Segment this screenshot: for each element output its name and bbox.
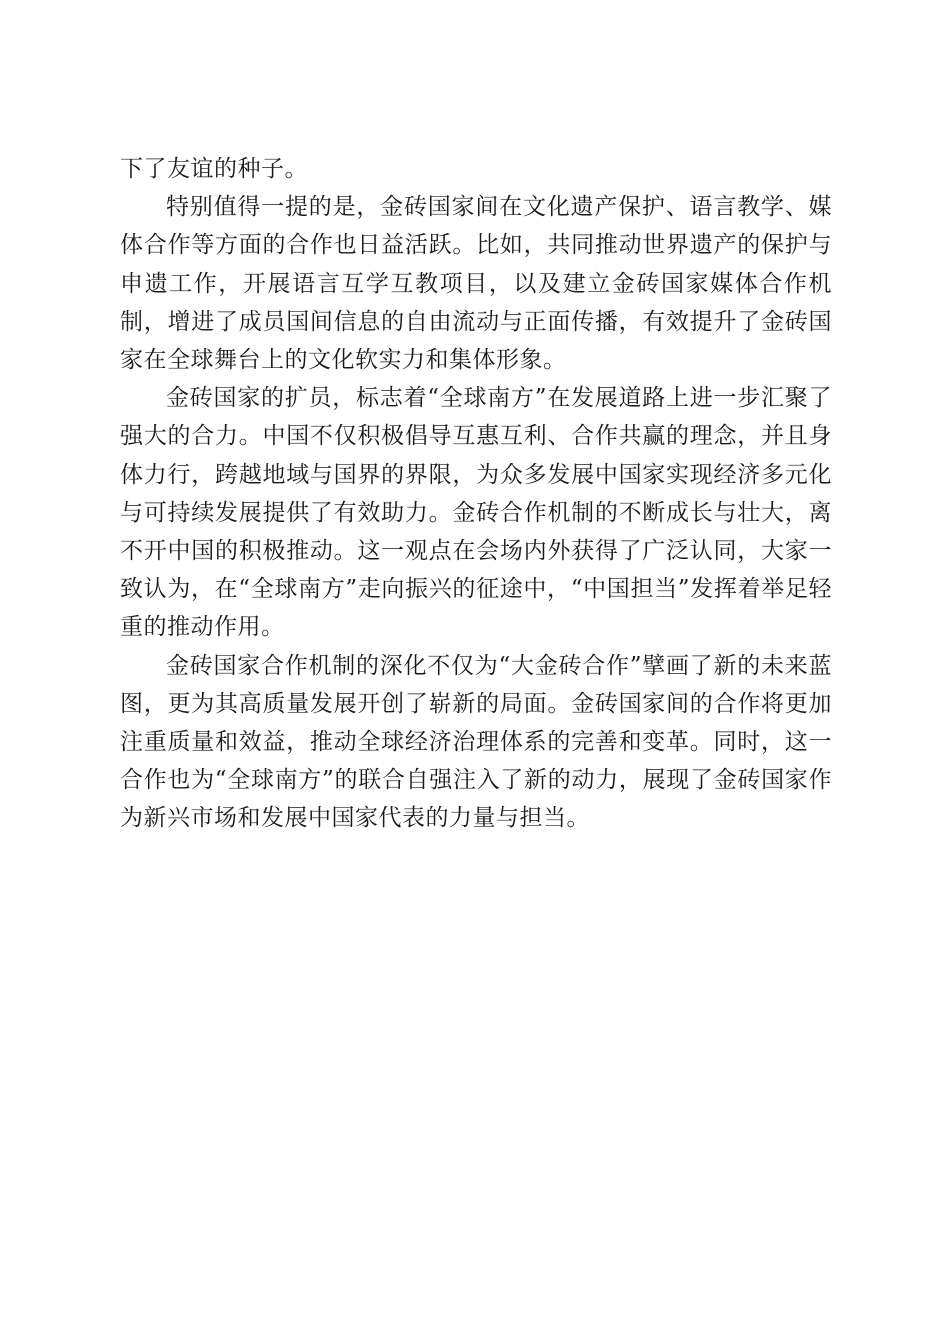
document-body <box>120 150 832 838</box>
paragraph-brics-expansion: 金砖国家的扩员，标志着“全球南方”在发展道路上进一步汇聚了强大的合力。中国不仅积极倡导互惠互利、合作共赢的理念，并且身体力行，跨越地域与国界的界限，为众多发展中国家实现经济多元化与可持续发展提供了有效助力。金砖合作机制的不断成长与壮大，离不开中国的积极推动。这一观点在会场内外获得了广泛认同，大家一致认为，在“全球南方”走向振兴的征途中，“中国担当”发挥着举足轻重的推动作用。 <box>120 385 832 641</box>
paragraph-cooperation-deepening: 金砖国家合作机制的深化不仅为“大金砖合作”擘画了新的未来蓝图，更为其高质量发展开创了崭新的局面。金砖国家间的合作将更加注重质量和效益，推动全球经济治理体系的完善和变革。同时，这一合作也为“全球南方”的联合自强注入了新的动力，展现了金砖国家作为新兴市场和发展中国家代表的力量与担当。 <box>120 652 832 832</box>
paragraph-cultural-cooperation: 特别值得一提的是，金砖国家间在文化遗产保护、语言教学、媒体合作等方面的合作也日益活跃。比如，共同推动世界遗产的保护与申遗工作，开展语言互学互教项目，以及建立金砖国家媒体合作机制，增进了成员国间信息的自由流动与正面传播，有效提升了金砖国家在全球舞台上的文化软实力和集体形象。 <box>120 194 832 374</box>
paragraph-continuation: 下了友谊的种子。 <box>120 156 308 182</box>
